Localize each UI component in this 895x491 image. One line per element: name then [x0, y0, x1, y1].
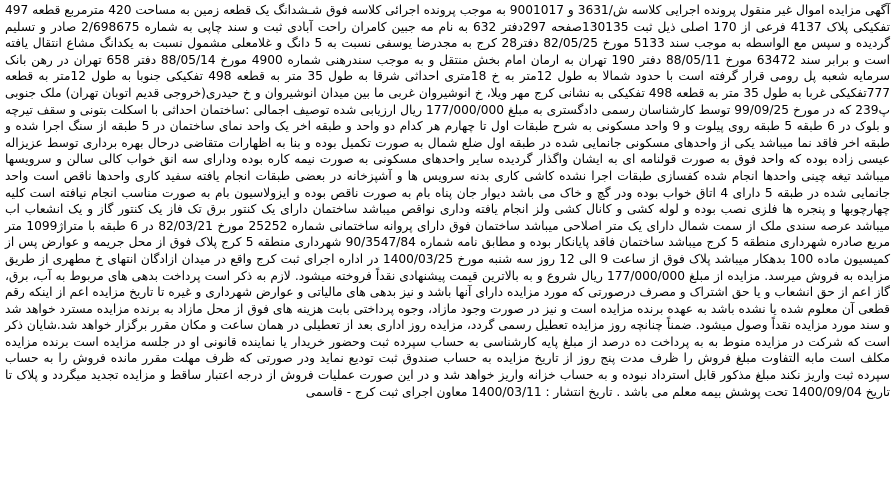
notice-signature: کرج - قاسمی [305, 384, 376, 399]
notice-body-text: آگهی مزایده اموال غیر منقول پرونده اجرایی کلاسه ش/3631 و 9001017 به موجب پرونده اجرائی کلاسه فوق شـشدانگ یک قطعه زمین به مساحت 420 مترمربع قطعه 497 تفکیکی پلاک 4137 فرعی از 170 اصلی ذیل ثبت 130135صفحه 297دفتر 632 به نام مه جبین کامران راحت آبادی ثبت و سند چاپی به شماره 2/698675 صادر و تسلیم گردیده و سپس مع الواسطه به موجب سند 5133 مورخ 82/05/25 دفتر28 کرج به مجدرضا یوسفی نسبت به 5 دانگ و غلامعلی مشمول نسبت به یکدانگ مشاع انتقال یافته است و برابر سند 63472 مورخ 88/05/11 دفتر 190 تهران به ارمان امام بخش منتقل و به موجب سندرهنی شماره 4900 مورخ 88/05/14 دفتر 658 تهران در رهن بانک سرمایه شعبه پل رومی قرار گرفته است با حدود شمالا به طول 12متر به خ 18متری احداثی شرقا به طول 35 متر به قطعه 498 تفکیکی جنوبا به طول 12متر به قطعه 777تفکیکی غربا به طول 35 متر به قطعه 498 تفکیکی به نشانی کرج مهر ویلا، خ انوشیروان غربی ما بین میدان انوشیروان و خ حیدری(خروجی قدیم اتوبان تهران) ملک جنوبی پ239 که در مورخ 99/09/25 توسط کارشناسان رسمی دادگستری به مبلغ 177/000/000 ریال ارزیابی شده توصیف اجمالی :ساختمان احداثی با اسکلت بتونی و سقف تیرچه و بلوک در 6 طبقه 5 طبقه روی پیلوت و 9 واحد مسکونی به شرح طبقات اول تا چهارم هر کدام دو واحد و طبقه اخر یک واحد نمای ساختمان در 5 طبقه از سنگ اجرا شده و طبقه اخر فاقد نما میباشد یکی از واحدهای مسکونی جانمایی شده در طبقه اول ضلع شمال به صورت تکمیل بوده و بنا به اظهارات متقاضی درحال بهره برداری توسط عزیزاله عیسی زاده بوده که واحد فوق به صورت قولنامه ای به ایشان واگذار گردیده سایر واحدهای مسکونی به صورت نیمه کاره بوده ودارای سه انق خواب کالی سالن و سرویسها میباشد تیغه چینی واحدها انجام شده کفسازی طبقات اجرا نشده کاشی کاری بدنه سرویس ها و آشپزخانه در بعضی طبقات انجام یافته سفید کاری واحدها ناقص است واحد جانمایی شده در طبقه 5 دارای 4 اتاق خواب بوده ودر گچ و خاک می باشد دیوار جان پناه بام به صورت ناقص بوده و ایزولاسیون بام به صورت مناسب انجام نیافته است کلیه چهارچوبها و پنجره ها فلزی نصب بوده و لوله کشی و کانال کشی ولز انجام یافته وداری نواقص میباشد ساختمان دارای یک کنتور برق تک فاز یک کنتور گاز و یک انشعاب اب میباشد عرصه سندی ملک از سمت شمال دارای یک متر اصلاحی میباشد ساختمان فوق دارای پروانه ساختمانی شماره 25252 مورخ 82/03/21 در 6 طبقه با متراژ1099 متر مربع صادره شهرداری منطقه 5 کرج میباشد ساختمان فاقد پایانکار بوده و مطابق نامه شماره 90/3547/84 شهرداری منطقه 5 کرج پلاک فوق از محل جریمه و عوارض پس از کمیسیون ماده 100 بدهکار میباشد پلاک فوق از ساعت 9 الی 12 روز سه شنبه مورخ 1400/03/25 در اداره اجرای ثبت کرج واقع در میدان ازادگان انتهای خ مطهری از طریق مزایده به فروش میرسد. مزایده از مبلغ 177/000/000 ریال شروع و به بالاترین قیمت پیشنهادی نقداً فروخته میشود. لازم به ذکر است پرداخت بدهی های مربوط به آب، برق، گاز اعم از حق انشعاب و یا حق اشتراک و مصرف درصورتی که مورد مزایده دارای آنها باشد و نیز بدهی های مالیاتی و عوارض شهرداری و غیره تا تاریخ مزایده اعم از اینکه رقم قطعی آن معلوم شده یا نشده باشد به عهده برنده مزایده است و نیز در صورت وجود مازاد، وجوه پرداختی بابت هزینه های فوق از محل مازاد به برنده مزایده مسترد خواهد شد و سند مورد مزایده نقداً وصول میشود. ضمناً چنانچه روز مزایده تعطیل رسمی گردد، مزایده روز اداری بعد از تعطیلی در همان ساعت و مکان مقرر برگزار خواهد شد.شایان ذکر است که شرکت در مزایده منوط به به پرداخت ده درصد از مبلغ پایه کارشناسی به حساب سپرده ثبت وحضور خریدار یا نماینده قانونی او در جلسه مزایده است برنده مزایده مکلف است مابه التفاوت مبلغ فروش را ظرف مدت پنج روز از تاریخ مزایده به حساب صندوق ثبت تودیع نماید ودر صورتی که ظرف مهلت مقرر مانده فروش را به حساب سپرده ثبت واریز نکند مبلغ مذکور قابل استرداد نبوده و به حساب خزانه واریز خواهد شد و در این صورت عملیات فروش از درجه اعتبار ساقط و مزایده تجدید میگردد و پلاک تا تاریخ 1400/09/04 تحت پوشش بیمه معلم می باشد . تاریخ انتشار : 1400/03/11 معاون اجرای ثبت [5, 3, 891, 399]
